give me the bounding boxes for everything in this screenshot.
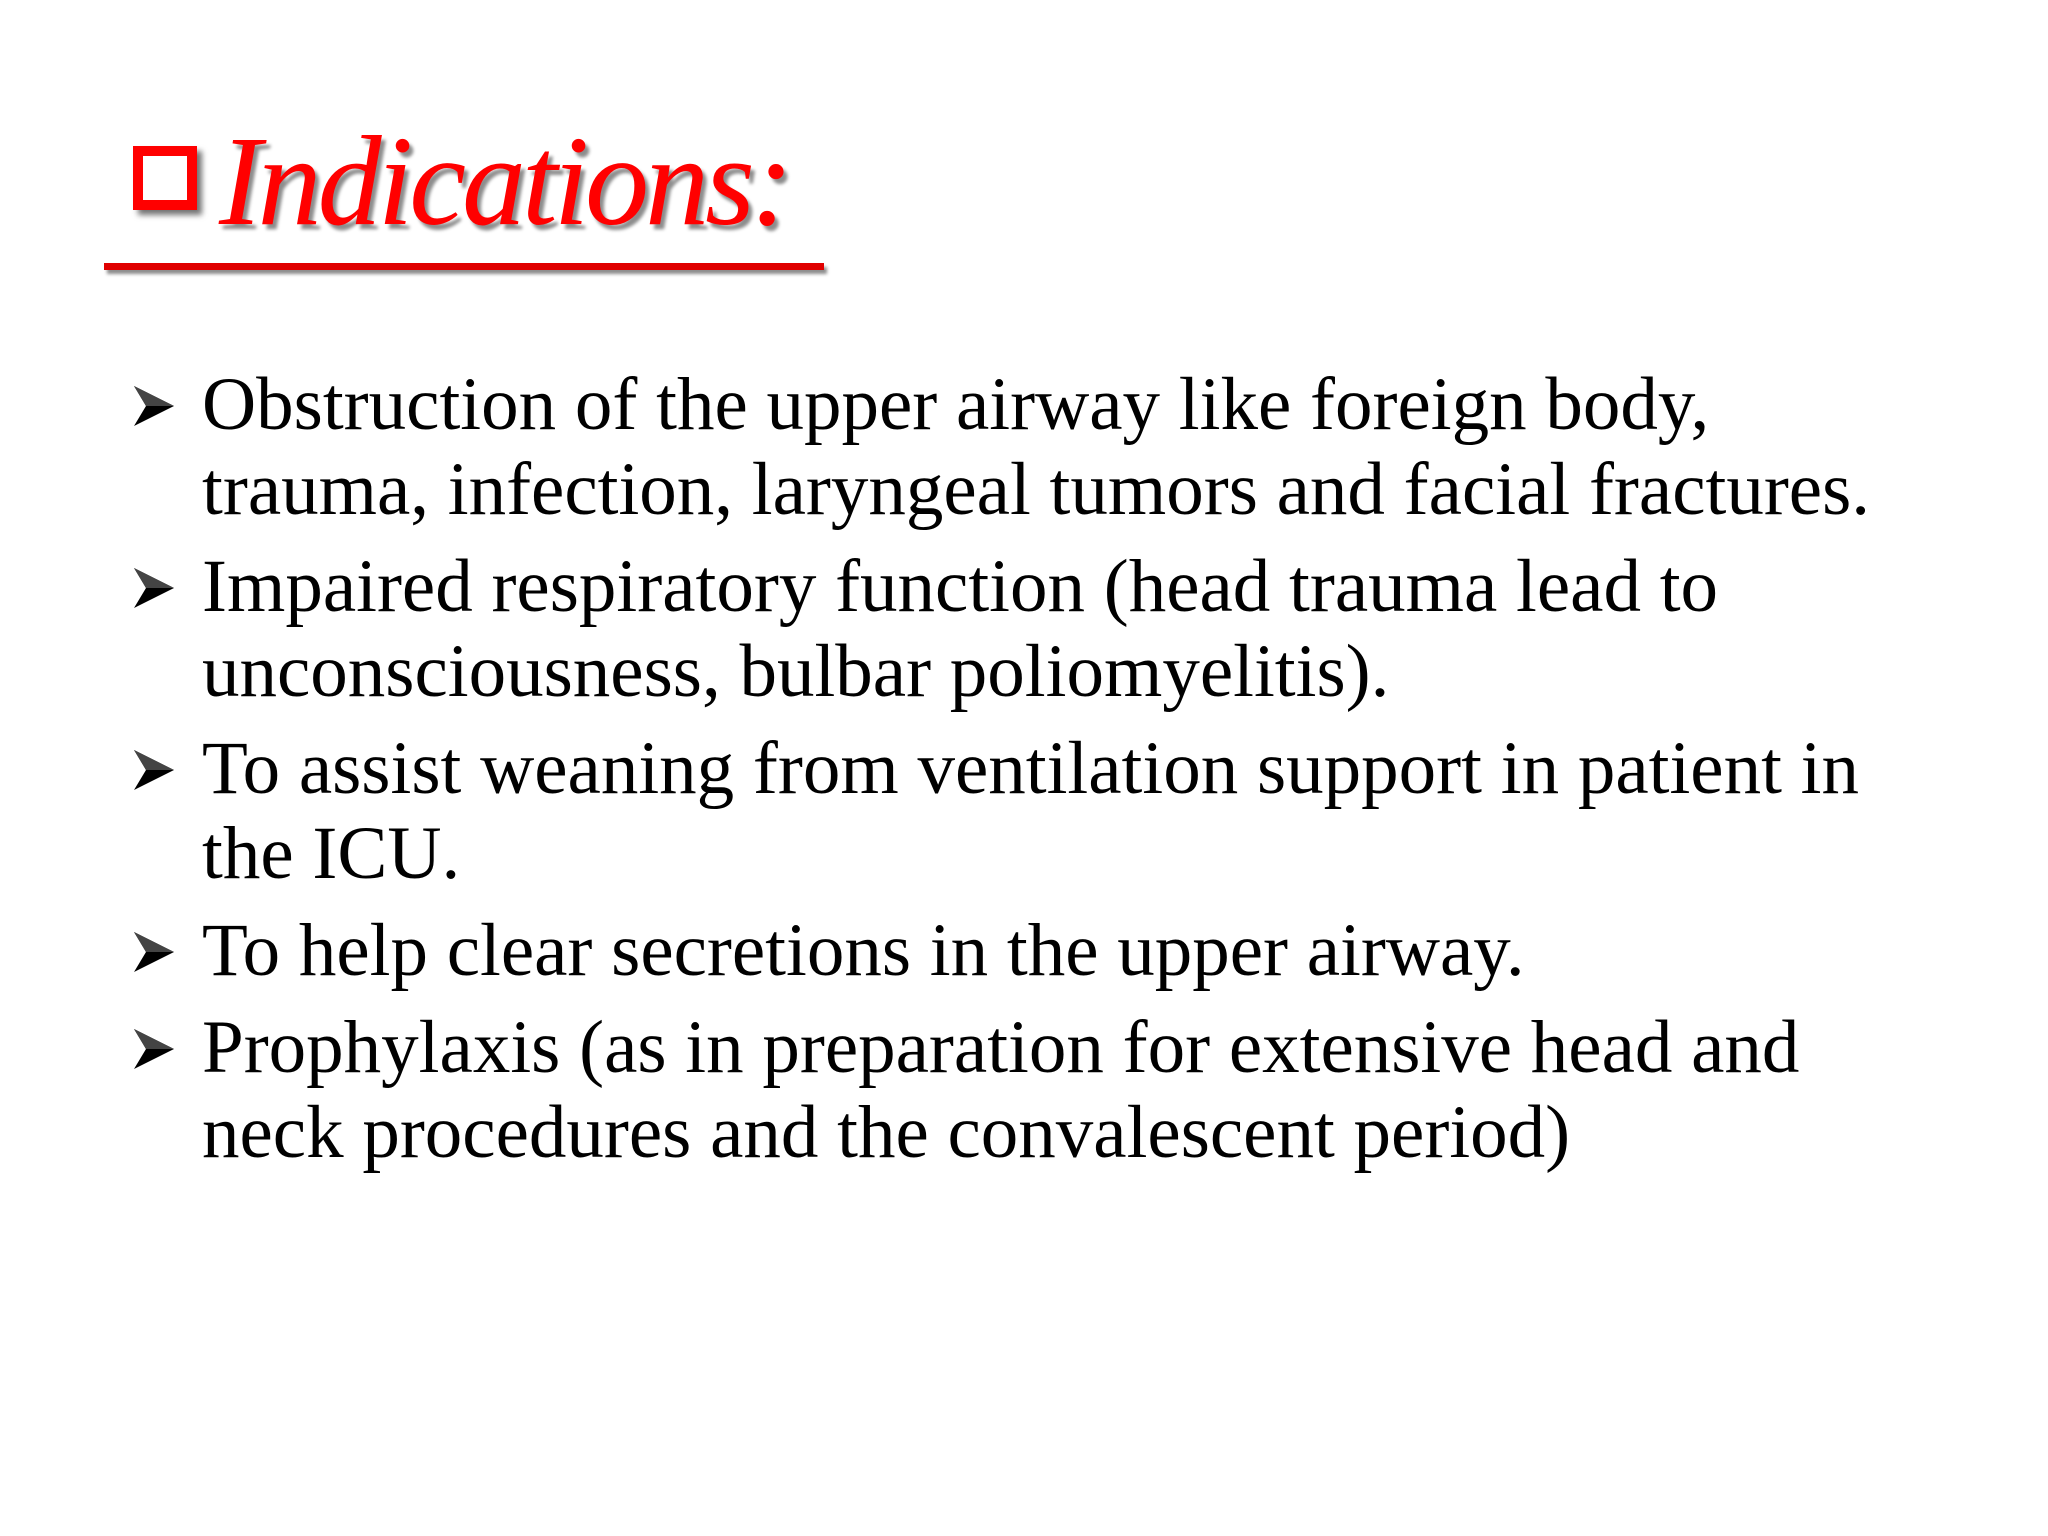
bullet-text: Impaired respiratory function (head trauma lead to unconsciousness, bulbar poliomyelitis). — [202, 545, 1719, 713]
bullet-text: Prophylaxis (as in preparation for extensive head and neck procedures and the convalescent period) — [202, 1006, 1800, 1174]
bullet-item — [132, 544, 1932, 714]
bullet-text: To assist weaning from ventilation support in patient in the ICU. — [202, 727, 1859, 895]
bullet-text: To help clear secretions in the upper airway. — [202, 909, 1525, 992]
arrowhead-bullet-icon — [132, 384, 176, 428]
arrowhead-bullet-icon — [132, 566, 176, 610]
arrowhead-bullet-icon — [132, 748, 176, 792]
bullet-item — [132, 1005, 1932, 1175]
title-row — [133, 110, 790, 268]
bullet-item — [132, 726, 1932, 896]
bullet-item — [132, 908, 1932, 993]
slide-title: Indications: — [219, 110, 790, 252]
bullet-list — [132, 362, 1932, 1175]
arrowhead-bullet-icon — [132, 1027, 176, 1071]
title-wrap — [219, 110, 790, 252]
bullet-text: Obstruction of the upper airway like foreign body, trauma, infection, laryngeal tumors and facial fractures. — [202, 363, 1871, 531]
checkbox-square-icon — [133, 146, 197, 210]
bullet-item — [132, 362, 1932, 532]
arrowhead-bullet-icon — [132, 930, 176, 974]
title-underline — [104, 263, 824, 270]
